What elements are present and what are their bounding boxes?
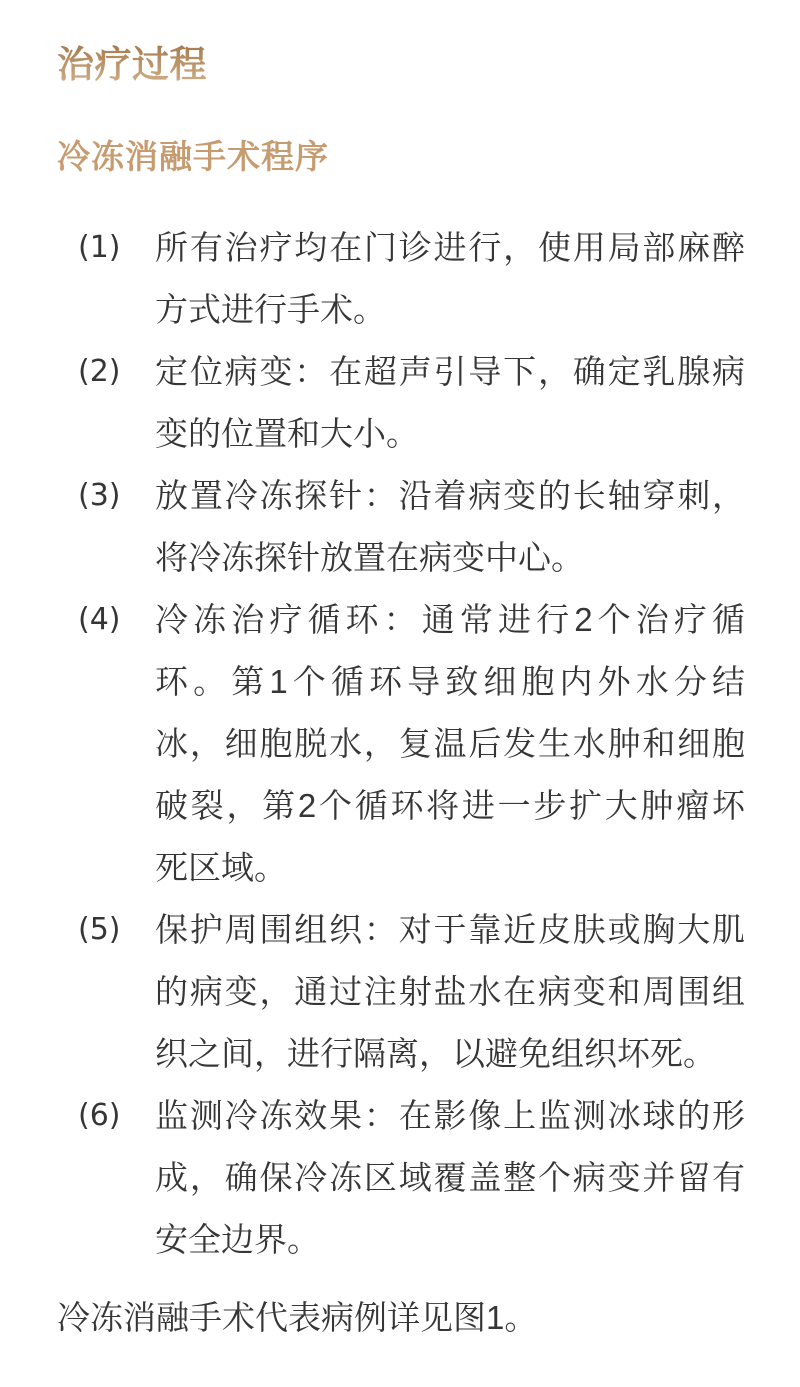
text-line: 监测冷冻效果：在影像上监测冰球的形 <box>155 1097 745 1134</box>
procedure-list <box>57 217 745 1271</box>
text-line: 破裂，第2个循环将进一步扩大肿瘤坏 <box>155 787 745 824</box>
item-text <box>155 899 745 1085</box>
text-line: 放置冷冻探针：沿着病变的长轴穿刺， <box>155 477 745 514</box>
text-line: 变的位置和大小。 <box>155 415 419 452</box>
list-item <box>78 341 745 465</box>
item-text <box>155 341 745 465</box>
list-item <box>78 465 745 589</box>
item-text <box>155 217 745 341</box>
text-line: 成，确保冷冻区域覆盖整个病变并留有 <box>155 1159 745 1196</box>
text-line: 死区域。 <box>155 849 287 886</box>
item-text <box>155 589 745 899</box>
text-line: 将冷冻探针放置在病变中心。 <box>155 539 584 576</box>
item-number: (4) <box>78 602 121 637</box>
item-number: (6) <box>78 1098 121 1133</box>
item-text <box>155 465 745 589</box>
list-item <box>78 899 745 1085</box>
section-heading: 冷冻消融手术程序 <box>57 138 329 175</box>
page-title: 治疗过程 <box>57 42 207 89</box>
item-number: (3) <box>78 478 121 513</box>
text-line: 环。第1个循环导致细胞内外水分结 <box>155 663 745 700</box>
text-line: 安全边界。 <box>155 1221 320 1258</box>
item-text <box>155 1085 745 1271</box>
text-line: 定位病变：在超声引导下，确定乳腺病 <box>155 353 745 390</box>
list-item <box>78 217 745 341</box>
list-item <box>78 1085 745 1271</box>
text-line: 冷冻治疗循环：通常进行2个治疗循 <box>155 601 745 638</box>
text-line: 方式进行手术。 <box>155 291 386 328</box>
text-line: 织之间，进行隔离，以避免组织坏死。 <box>155 1035 716 1072</box>
text-line: 保护周围组织：对于靠近皮肤或胸大肌 <box>155 911 745 948</box>
footer-note: 冷冻消融手术代表病例详见图1。 <box>57 1299 538 1336</box>
text-line: 冰，细胞脱水，复温后发生水肿和细胞 <box>155 725 745 762</box>
item-number: (2) <box>78 354 121 389</box>
item-number: (1) <box>78 230 121 265</box>
text-line: 所有治疗均在门诊进行，使用局部麻醉 <box>155 229 745 266</box>
item-number: (5) <box>78 912 121 947</box>
list-item <box>78 589 745 899</box>
text-line: 的病变，通过注射盐水在病变和周围组 <box>155 973 745 1010</box>
